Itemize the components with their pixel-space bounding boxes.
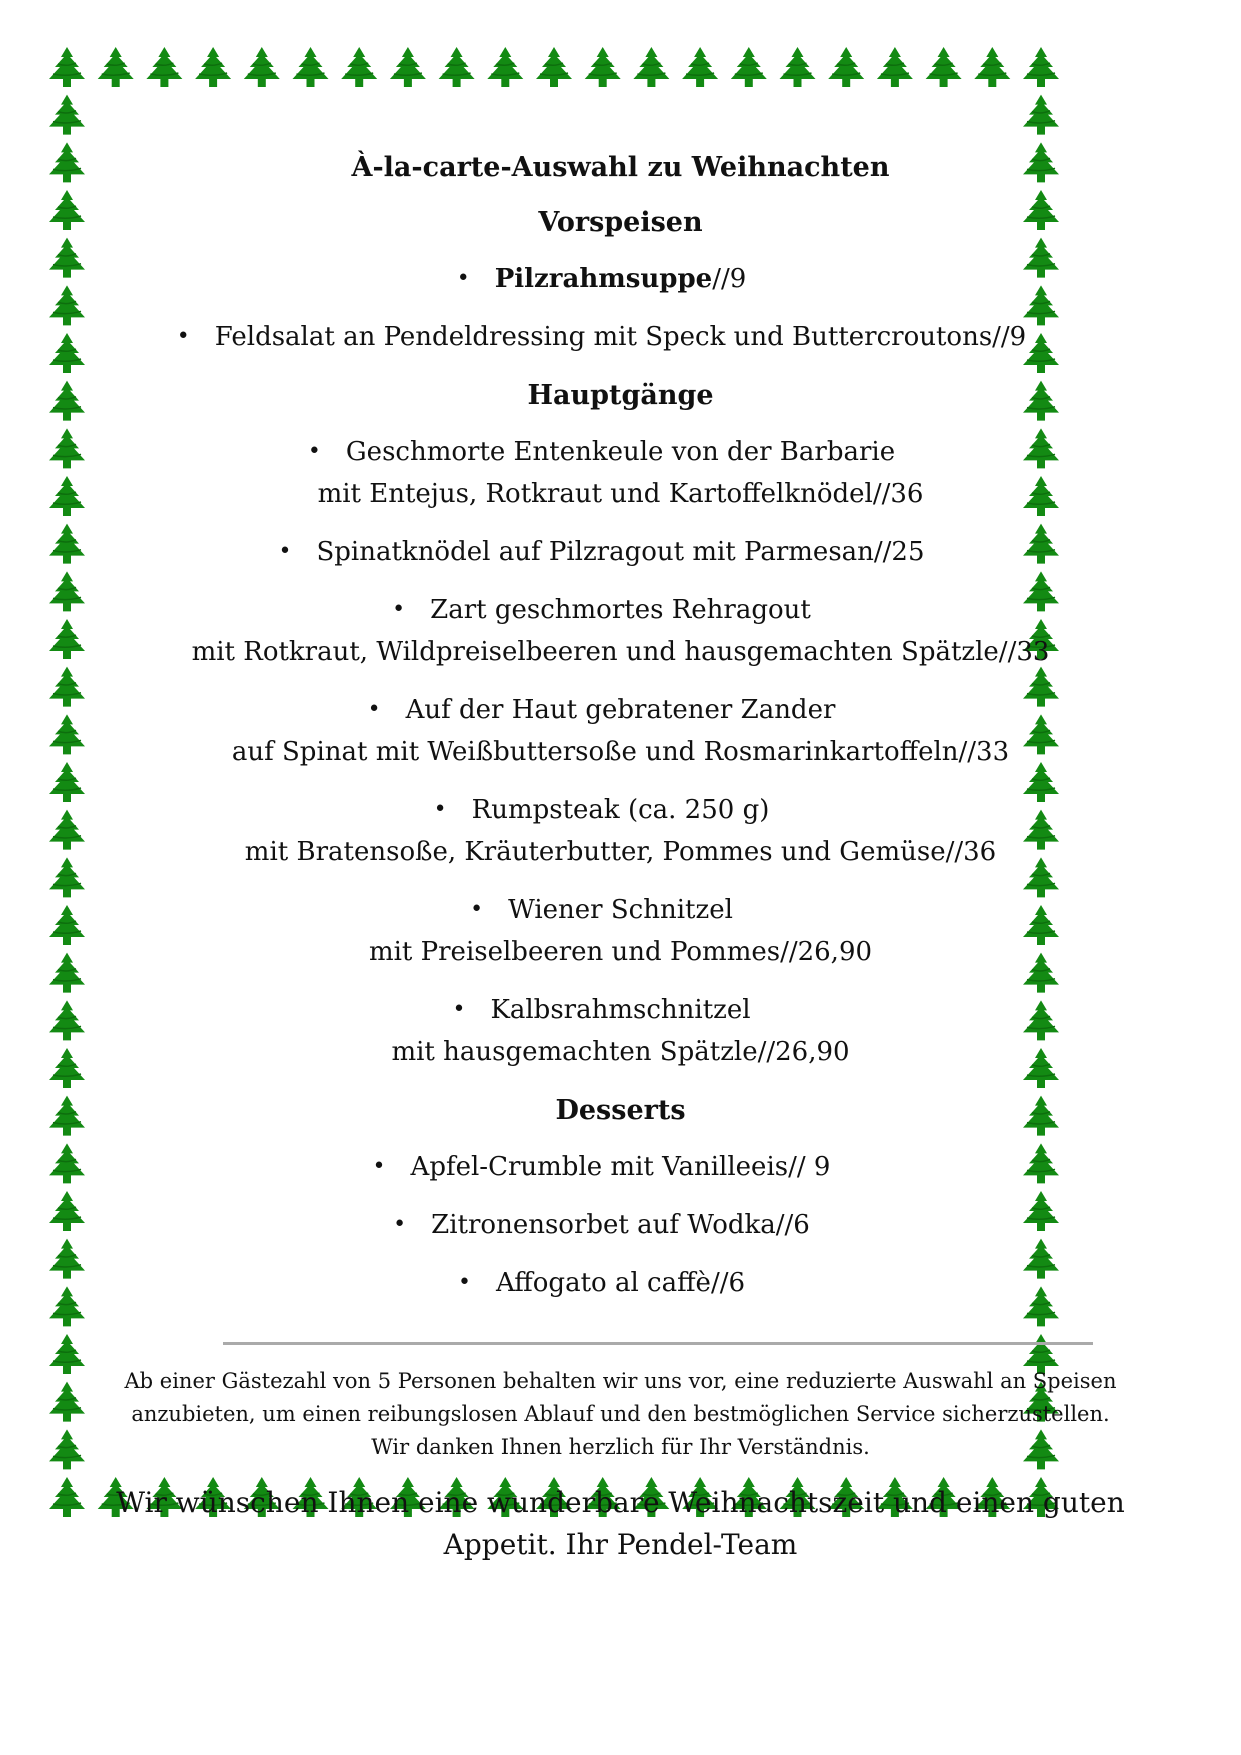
christmas-tree-icon: [682, 47, 718, 87]
item-line: • Affogato al caffè//6: [496, 1262, 745, 1304]
christmas-tree-icon: [49, 1143, 85, 1183]
christmas-tree-icon: [49, 1334, 85, 1374]
closing-line: Wir wünschen Ihnen eine wunderbare Weihnachtszeit und einen guten: [116, 1486, 1125, 1520]
christmas-tree-icon: [49, 619, 85, 659]
item-line: • Apfel-Crumble mit Vanilleeis// 9: [411, 1146, 831, 1188]
christmas-tree-icon: [49, 428, 85, 468]
closing-line: Appetit. Ihr Pendel-Team: [443, 1528, 798, 1562]
christmas-tree-icon: [49, 476, 85, 516]
christmas-tree-icon: [49, 1000, 85, 1040]
christmas-tree-icon: [49, 762, 85, 802]
item-description: mit Rotkraut, Wildpreiselbeeren und hausgemachten Spätzle//33: [191, 637, 1050, 668]
christmas-tree-icon: [49, 714, 85, 754]
christmas-tree-icon: [195, 47, 231, 87]
christmas-tree-icon: [49, 142, 85, 182]
christmas-tree-icon: [1023, 47, 1059, 87]
christmas-tree-icon: [487, 47, 523, 87]
menu-item: [115, 531, 1126, 573]
christmas-tree-icon: [49, 857, 85, 897]
christmas-tree-icon: [780, 47, 816, 87]
christmas-tree-icon: [1023, 95, 1059, 135]
christmas-tree-icon: [731, 47, 767, 87]
christmas-tree-icon: [49, 571, 85, 611]
divider: [223, 1342, 1093, 1345]
christmas-tree-icon: [49, 905, 85, 945]
christmas-tree-icon: [926, 47, 962, 87]
item-line: • Feldsalat an Pendeldressing mit Speck und Buttercroutons//9: [215, 316, 1026, 358]
christmas-tree-icon: [49, 285, 85, 325]
christmas-tree-icon: [877, 47, 913, 87]
notice-line: Ab einer Gästezahl von 5 Personen behalten wir uns vor, eine reduzierte Auswahl an Speisen: [124, 1369, 1117, 1394]
christmas-tree-icon: [49, 1286, 85, 1326]
closing-greeting: [115, 1482, 1126, 1566]
menu-item: [115, 689, 1126, 773]
christmas-tree-icon: [49, 238, 85, 278]
item-line: • Auf der Haut gebratener Zander: [406, 689, 836, 731]
christmas-tree-icon: [536, 47, 572, 87]
christmas-tree-icon: [974, 47, 1010, 87]
christmas-tree-icon: [633, 47, 669, 87]
christmas-tree-icon: [49, 333, 85, 373]
menu-content: [115, 130, 1126, 1566]
christmas-tree-icon: [49, 190, 85, 230]
menu-item: [115, 1146, 1126, 1188]
christmas-tree-icon: [49, 95, 85, 135]
menu-item: [115, 889, 1126, 973]
item-line: • Spinatknödel auf Pilzragout mit Parmesan//25: [316, 531, 924, 573]
item-line: • Kalbsrahmschnitzel: [490, 989, 750, 1031]
menu-title: À-la-carte-Auswahl zu Weihnachten: [351, 152, 890, 183]
christmas-tree-icon: [49, 1477, 85, 1517]
christmas-tree-icon: [49, 47, 85, 87]
menu-item: [115, 789, 1126, 873]
christmas-tree-icon: [49, 524, 85, 564]
christmas-tree-icon: [49, 953, 85, 993]
item-description: mit Preiselbeeren und Pommes//26,90: [368, 937, 873, 968]
section-heading-mains: Hauptgänge: [527, 380, 714, 412]
menu-item: [115, 989, 1126, 1073]
item-description: mit Entejus, Rotkraut und Kartoffelknödel//36: [317, 479, 924, 510]
christmas-tree-icon: [146, 47, 182, 87]
item-name-bold: Pilzrahmsuppe: [494, 264, 713, 295]
item-line: • Zitronensorbet auf Wodka//6: [431, 1204, 810, 1246]
item-price: //9: [712, 264, 747, 295]
notice-text: [115, 1365, 1126, 1464]
section-heading-starters: Vorspeisen: [538, 207, 703, 239]
menu-item: [115, 431, 1126, 515]
christmas-tree-icon: [49, 381, 85, 421]
christmas-tree-icon: [49, 1191, 85, 1231]
menu-item: [115, 1262, 1126, 1304]
christmas-tree-icon: [341, 47, 377, 87]
item-description: mit Bratensoße, Kräuterbutter, Pommes und Gemüse//36: [244, 837, 997, 868]
notice-line: Wir danken Ihnen herzlich für Ihr Verständnis.: [371, 1435, 870, 1460]
christmas-tree-icon: [244, 47, 280, 87]
christmas-tree-icon: [439, 47, 475, 87]
item-line: • Wiener Schnitzel: [508, 889, 733, 931]
item-line: [495, 258, 747, 300]
christmas-tree-icon: [49, 1048, 85, 1088]
christmas-tree-icon: [49, 1239, 85, 1279]
item-line: • Zart geschmortes Rehragout: [430, 589, 811, 631]
menu-item: [115, 258, 1126, 300]
item-line: • Rumpsteak (ca. 250 g): [472, 789, 770, 831]
menu-item: [115, 589, 1126, 673]
section-heading-desserts: Desserts: [555, 1095, 686, 1127]
christmas-tree-icon: [49, 1096, 85, 1136]
christmas-tree-icon: [49, 1429, 85, 1469]
christmas-tree-icon: [293, 47, 329, 87]
item-line: • Geschmorte Entenkeule von der Barbarie: [346, 431, 895, 473]
christmas-tree-icon: [49, 667, 85, 707]
christmas-tree-icon: [390, 47, 426, 87]
christmas-tree-icon: [49, 1382, 85, 1422]
menu-item: [115, 1204, 1126, 1246]
christmas-tree-icon: [585, 47, 621, 87]
item-description: auf Spinat mit Weißbuttersoße und Rosmarinkartoffeln//33: [231, 737, 1010, 768]
christmas-tree-icon: [98, 47, 134, 87]
menu-item: [115, 316, 1126, 358]
christmas-tree-icon: [49, 810, 85, 850]
notice-line: anzubieten, um einen reibungslosen Ablauf und den bestmöglichen Service sicherzustellen.: [131, 1402, 1110, 1427]
item-description: mit hausgemachten Spätzle//26,90: [391, 1037, 850, 1068]
christmas-tree-icon: [828, 47, 864, 87]
